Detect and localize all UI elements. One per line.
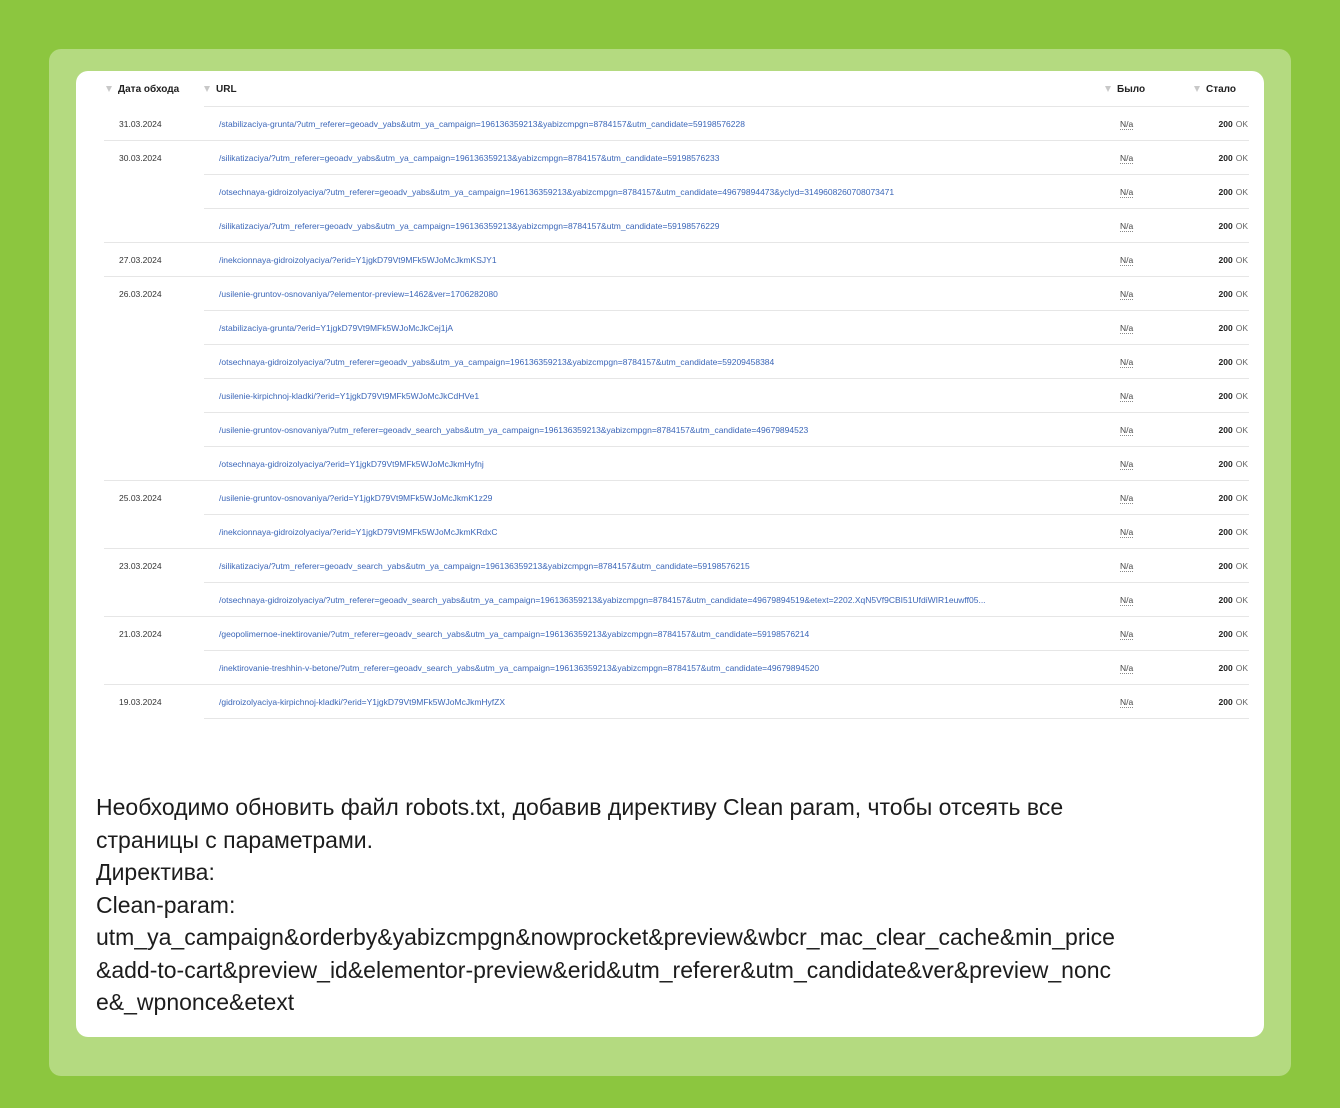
table-body	[104, 107, 1249, 719]
url-link[interactable]	[219, 209, 1099, 243]
crawl-date: 30.03.2024	[119, 153, 162, 163]
table-row	[104, 107, 1249, 141]
url-link[interactable]	[219, 277, 1099, 311]
table-header	[104, 71, 1249, 107]
url-link-text[interactable]: /stabilizaciya-grunta/?utm_referer=geoadv_yabs&utm_ya_campaign=196136359213&yabizcmpgn=8784157&utm_candidate=59198576228	[219, 119, 745, 129]
http-status-text: OK	[1235, 289, 1248, 299]
now-status	[1208, 243, 1248, 277]
url-link[interactable]	[219, 141, 1099, 175]
http-code: 200	[1218, 459, 1233, 469]
http-code: 200	[1218, 221, 1233, 231]
was-status-text: N/a	[1120, 424, 1134, 435]
url-link[interactable]	[219, 583, 1099, 617]
table-row	[104, 311, 1249, 345]
column-header-was-label: Было	[1117, 83, 1146, 95]
table-row	[104, 277, 1249, 311]
url-link[interactable]	[219, 549, 1099, 583]
http-status-text: OK	[1235, 153, 1248, 163]
was-status	[1120, 175, 1160, 209]
was-status-text: N/a	[1120, 288, 1134, 299]
table-row	[104, 175, 1249, 209]
http-code: 200	[1218, 119, 1233, 129]
url-link[interactable]	[219, 481, 1099, 515]
was-status-text: N/a	[1120, 594, 1134, 605]
was-status-text: N/a	[1120, 356, 1134, 367]
now-status	[1208, 413, 1248, 447]
was-status	[1120, 583, 1160, 617]
was-status	[1120, 549, 1160, 583]
was-status-text: N/a	[1120, 560, 1134, 571]
was-status	[1120, 243, 1160, 277]
was-status	[1120, 617, 1160, 651]
now-status	[1208, 345, 1248, 379]
url-link[interactable]	[219, 175, 1099, 209]
http-code: 200	[1218, 629, 1233, 639]
url-link[interactable]	[219, 243, 1099, 277]
was-status-text: N/a	[1120, 254, 1134, 265]
was-status-text: N/a	[1120, 628, 1134, 639]
column-header-url-label: URL	[216, 83, 237, 95]
http-code: 200	[1218, 697, 1233, 707]
was-status-text: N/a	[1120, 322, 1134, 333]
table-row	[104, 345, 1249, 379]
was-status	[1120, 311, 1160, 345]
column-header-url[interactable]	[204, 71, 237, 107]
crawl-date	[119, 379, 199, 413]
url-link-text[interactable]: /stabilizaciya-grunta/?erid=Y1jgkD79Vt9MFk5WJoMcJkCej1jA	[219, 323, 454, 333]
crawl-date: 27.03.2024	[119, 255, 162, 265]
was-status-text: N/a	[1120, 696, 1134, 707]
http-status-text: OK	[1235, 493, 1248, 503]
crawl-date	[119, 447, 199, 481]
now-status	[1208, 107, 1248, 141]
was-status	[1120, 141, 1160, 175]
url-link-text[interactable]: /usilenie-gruntov-osnovaniya/?utm_referer=geoadv_search_yabs&utm_ya_campaign=196136359213&yabizcmpgn=8784157&utm_candidate=49679894523	[219, 425, 809, 435]
crawl-date: 23.03.2024	[119, 561, 162, 571]
now-status	[1208, 209, 1248, 243]
was-status	[1120, 685, 1160, 719]
now-status	[1208, 141, 1248, 175]
url-link-text[interactable]: /silikatizaciya/?utm_referer=geoadv_yabs&utm_ya_campaign=196136359213&yabizcmpgn=8784157&utm_candidate=59198576233	[219, 153, 720, 163]
crawl-date: 21.03.2024	[119, 629, 162, 639]
table-row	[104, 515, 1249, 549]
now-status	[1208, 379, 1248, 413]
was-status	[1120, 379, 1160, 413]
column-header-now[interactable]	[1194, 71, 1236, 107]
column-header-date-label: Дата обхода	[118, 83, 180, 95]
table-row	[104, 413, 1249, 447]
http-code: 200	[1218, 391, 1233, 401]
url-link-text[interactable]: /inekcionnaya-gidroizolyaciya/?erid=Y1jgkD79Vt9MFk5WJoMcJkmKSJY1	[219, 255, 497, 265]
table-row	[104, 549, 1249, 583]
url-link[interactable]	[219, 345, 1099, 379]
http-code: 200	[1218, 493, 1233, 503]
url-link[interactable]	[219, 311, 1099, 345]
now-status	[1208, 549, 1248, 583]
http-status-text: OK	[1235, 527, 1248, 537]
crawl-date: 25.03.2024	[119, 493, 162, 503]
http-code: 200	[1218, 187, 1233, 197]
crawl-date: 26.03.2024	[119, 289, 162, 299]
http-code: 200	[1218, 289, 1233, 299]
http-code: 200	[1218, 425, 1233, 435]
now-status	[1208, 651, 1248, 685]
now-status	[1208, 175, 1248, 209]
url-link-text[interactable]: /silikatizaciya/?utm_referer=geoadv_search_yabs&utm_ya_campaign=196136359213&yabizcmpgn=8784157&utm_candidate=59198576215	[219, 561, 750, 571]
content-card	[76, 71, 1264, 1037]
http-code: 200	[1218, 527, 1233, 537]
was-status-text: N/a	[1120, 492, 1134, 503]
url-link-text[interactable]: /usilenie-gruntov-osnovaniya/?elementor-preview=1462&ver=1706282080	[219, 289, 498, 299]
http-status-text: OK	[1235, 187, 1248, 197]
was-status	[1120, 209, 1160, 243]
now-status	[1208, 481, 1248, 515]
note-text-intro: Необходимо обновить файл robots.txt, добавив директиву Clean param, чтобы отсеять все страницы с параметрами.	[96, 794, 1064, 853]
crawl-date	[119, 413, 199, 447]
table-row	[104, 583, 1249, 617]
http-code: 200	[1218, 357, 1233, 367]
url-link-text[interactable]: /otsechnaya-gidroizolyaciya/?utm_referer=geoadv_yabs&utm_ya_campaign=196136359213&yabizcmpgn=8784157&utm_candidate=49679894473&yclyd=3149608260708073471	[219, 187, 895, 197]
row-divider	[204, 718, 1249, 719]
column-header-date[interactable]	[106, 71, 179, 107]
http-code: 200	[1218, 561, 1233, 571]
http-code: 200	[1218, 153, 1233, 163]
table-row	[104, 141, 1249, 175]
url-link[interactable]	[219, 617, 1099, 651]
now-status	[1208, 311, 1248, 345]
table-row	[104, 209, 1249, 243]
table-row	[104, 685, 1249, 719]
url-link-text[interactable]: /otsechnaya-gidroizolyaciya/?utm_referer=geoadv_search_yabs&utm_ya_campaign=196136359213&yabizcmpgn=8784157&utm_candidate=49679894519&etext=2202.XqN5Vf9CBI51UfdiWIR1euwff05...	[219, 595, 986, 605]
crawl-date	[119, 311, 199, 345]
url-link-text[interactable]: /usilenie-kirpichnoj-kladki/?erid=Y1jgkD79Vt9MFk5WJoMcJkCdHVe1	[219, 391, 480, 401]
now-status	[1208, 515, 1248, 549]
was-status	[1120, 345, 1160, 379]
note-text-directive: Директива:	[96, 859, 215, 885]
url-link[interactable]	[219, 379, 1099, 413]
was-status	[1120, 447, 1160, 481]
http-code: 200	[1218, 595, 1233, 605]
url-link-text[interactable]: /gidroizolyaciya-kirpichnoj-kladki/?erid=Y1jgkD79Vt9MFk5WJoMcJkmHyfZX	[219, 697, 506, 707]
column-header-was[interactable]	[1105, 71, 1145, 107]
now-status	[1208, 277, 1248, 311]
filter-icon[interactable]	[1105, 86, 1111, 92]
url-link-text[interactable]: /otsechnaya-gidroizolyaciya/?utm_referer=geoadv_yabs&utm_ya_campaign=196136359213&yabizcmpgn=8784157&utm_candidate=59209458384	[219, 357, 775, 367]
table-row	[104, 651, 1249, 685]
was-status-text: N/a	[1120, 662, 1134, 673]
url-link-text[interactable]: /usilenie-gruntov-osnovaniya/?erid=Y1jgkD79Vt9MFk5WJoMcJkmK1z29	[219, 493, 493, 503]
crawl-date: 31.03.2024	[119, 119, 162, 129]
column-header-now-label: Стало	[1206, 83, 1237, 95]
http-code: 200	[1218, 323, 1233, 333]
table-row	[104, 243, 1249, 277]
filter-icon[interactable]	[1194, 86, 1200, 92]
url-link-text[interactable]: /otsechnaya-gidroizolyaciya/?erid=Y1jgkD79Vt9MFk5WJoMcJkmHyfnj	[219, 459, 484, 469]
url-link-text[interactable]: /inekcionnaya-gidroizolyaciya/?erid=Y1jgkD79Vt9MFk5WJoMcJkmKRdxC	[219, 527, 498, 537]
was-status	[1120, 107, 1160, 141]
table-row	[104, 617, 1249, 651]
table-row	[104, 379, 1249, 413]
http-code: 200	[1218, 255, 1233, 265]
was-status-text: N/a	[1120, 152, 1134, 163]
http-status-text: OK	[1235, 425, 1248, 435]
now-status	[1208, 685, 1248, 719]
table-row	[104, 447, 1249, 481]
crawl-date	[119, 583, 199, 617]
http-status-text: OK	[1235, 663, 1248, 673]
http-status-text: OK	[1235, 595, 1248, 605]
crawl-date	[119, 515, 199, 549]
was-status-text: N/a	[1120, 526, 1134, 537]
was-status	[1120, 515, 1160, 549]
url-link[interactable]	[219, 447, 1099, 481]
was-status	[1120, 413, 1160, 447]
http-status-text: OK	[1235, 119, 1248, 129]
was-status-text: N/a	[1120, 458, 1134, 469]
note-text-params: utm_ya_campaign&orderby&yabizcmpgn&nowprocket&preview&wbcr_mac_clear_cache&min_price&add-to-cart&preview_id&elementor-preview&erid&utm_referer&utm_candidate&ver&preview_nonce&_wpnonce&etext	[96, 924, 1115, 1015]
url-link-text[interactable]: /silikatizaciya/?utm_referer=geoadv_yabs&utm_ya_campaign=196136359213&yabizcmpgn=8784157&utm_candidate=59198576229	[219, 221, 720, 231]
filter-icon[interactable]	[204, 86, 210, 92]
url-link[interactable]	[219, 107, 1099, 141]
http-status-text: OK	[1235, 697, 1248, 707]
crawl-date	[119, 345, 199, 379]
filter-icon[interactable]	[106, 86, 112, 92]
http-status-text: OK	[1235, 221, 1248, 231]
was-status-text: N/a	[1120, 186, 1134, 197]
http-status-text: OK	[1235, 323, 1248, 333]
crawl-date	[119, 209, 199, 243]
was-status	[1120, 651, 1160, 685]
url-link[interactable]	[219, 651, 1099, 685]
recommendation-note	[96, 791, 1116, 1019]
http-status-text: OK	[1235, 357, 1248, 367]
was-status	[1120, 481, 1160, 515]
http-status-text: OK	[1235, 629, 1248, 639]
url-link[interactable]	[219, 413, 1099, 447]
table-row	[104, 481, 1249, 515]
url-link[interactable]	[219, 515, 1099, 549]
now-status	[1208, 617, 1248, 651]
http-code: 200	[1218, 663, 1233, 673]
http-status-text: OK	[1235, 561, 1248, 571]
was-status-text: N/a	[1120, 220, 1134, 231]
http-status-text: OK	[1235, 391, 1248, 401]
crawl-date: 19.03.2024	[119, 697, 162, 707]
was-status-text: N/a	[1120, 390, 1134, 401]
crawl-date	[119, 651, 199, 685]
crawl-table	[104, 71, 1249, 719]
url-link[interactable]	[219, 685, 1099, 719]
now-status	[1208, 583, 1248, 617]
was-status-text: N/a	[1120, 118, 1134, 129]
was-status	[1120, 277, 1160, 311]
note-text-clean-param: Clean-param:	[96, 891, 236, 918]
now-status	[1208, 447, 1248, 481]
url-link-text[interactable]: /inektirovanie-treshhin-v-betone/?utm_referer=geoadv_search_yabs&utm_ya_campaign=196136359213&yabizcmpgn=8784157&utm_candidate=49679894520	[219, 663, 820, 673]
http-status-text: OK	[1235, 255, 1248, 265]
url-link-text[interactable]: /geopolimernoe-inektirovanie/?utm_referer=geoadv_search_yabs&utm_ya_campaign=196136359213&yabizcmpgn=8784157&utm_candidate=59198576214	[219, 629, 810, 639]
http-status-text: OK	[1235, 459, 1248, 469]
crawl-date	[119, 175, 199, 209]
